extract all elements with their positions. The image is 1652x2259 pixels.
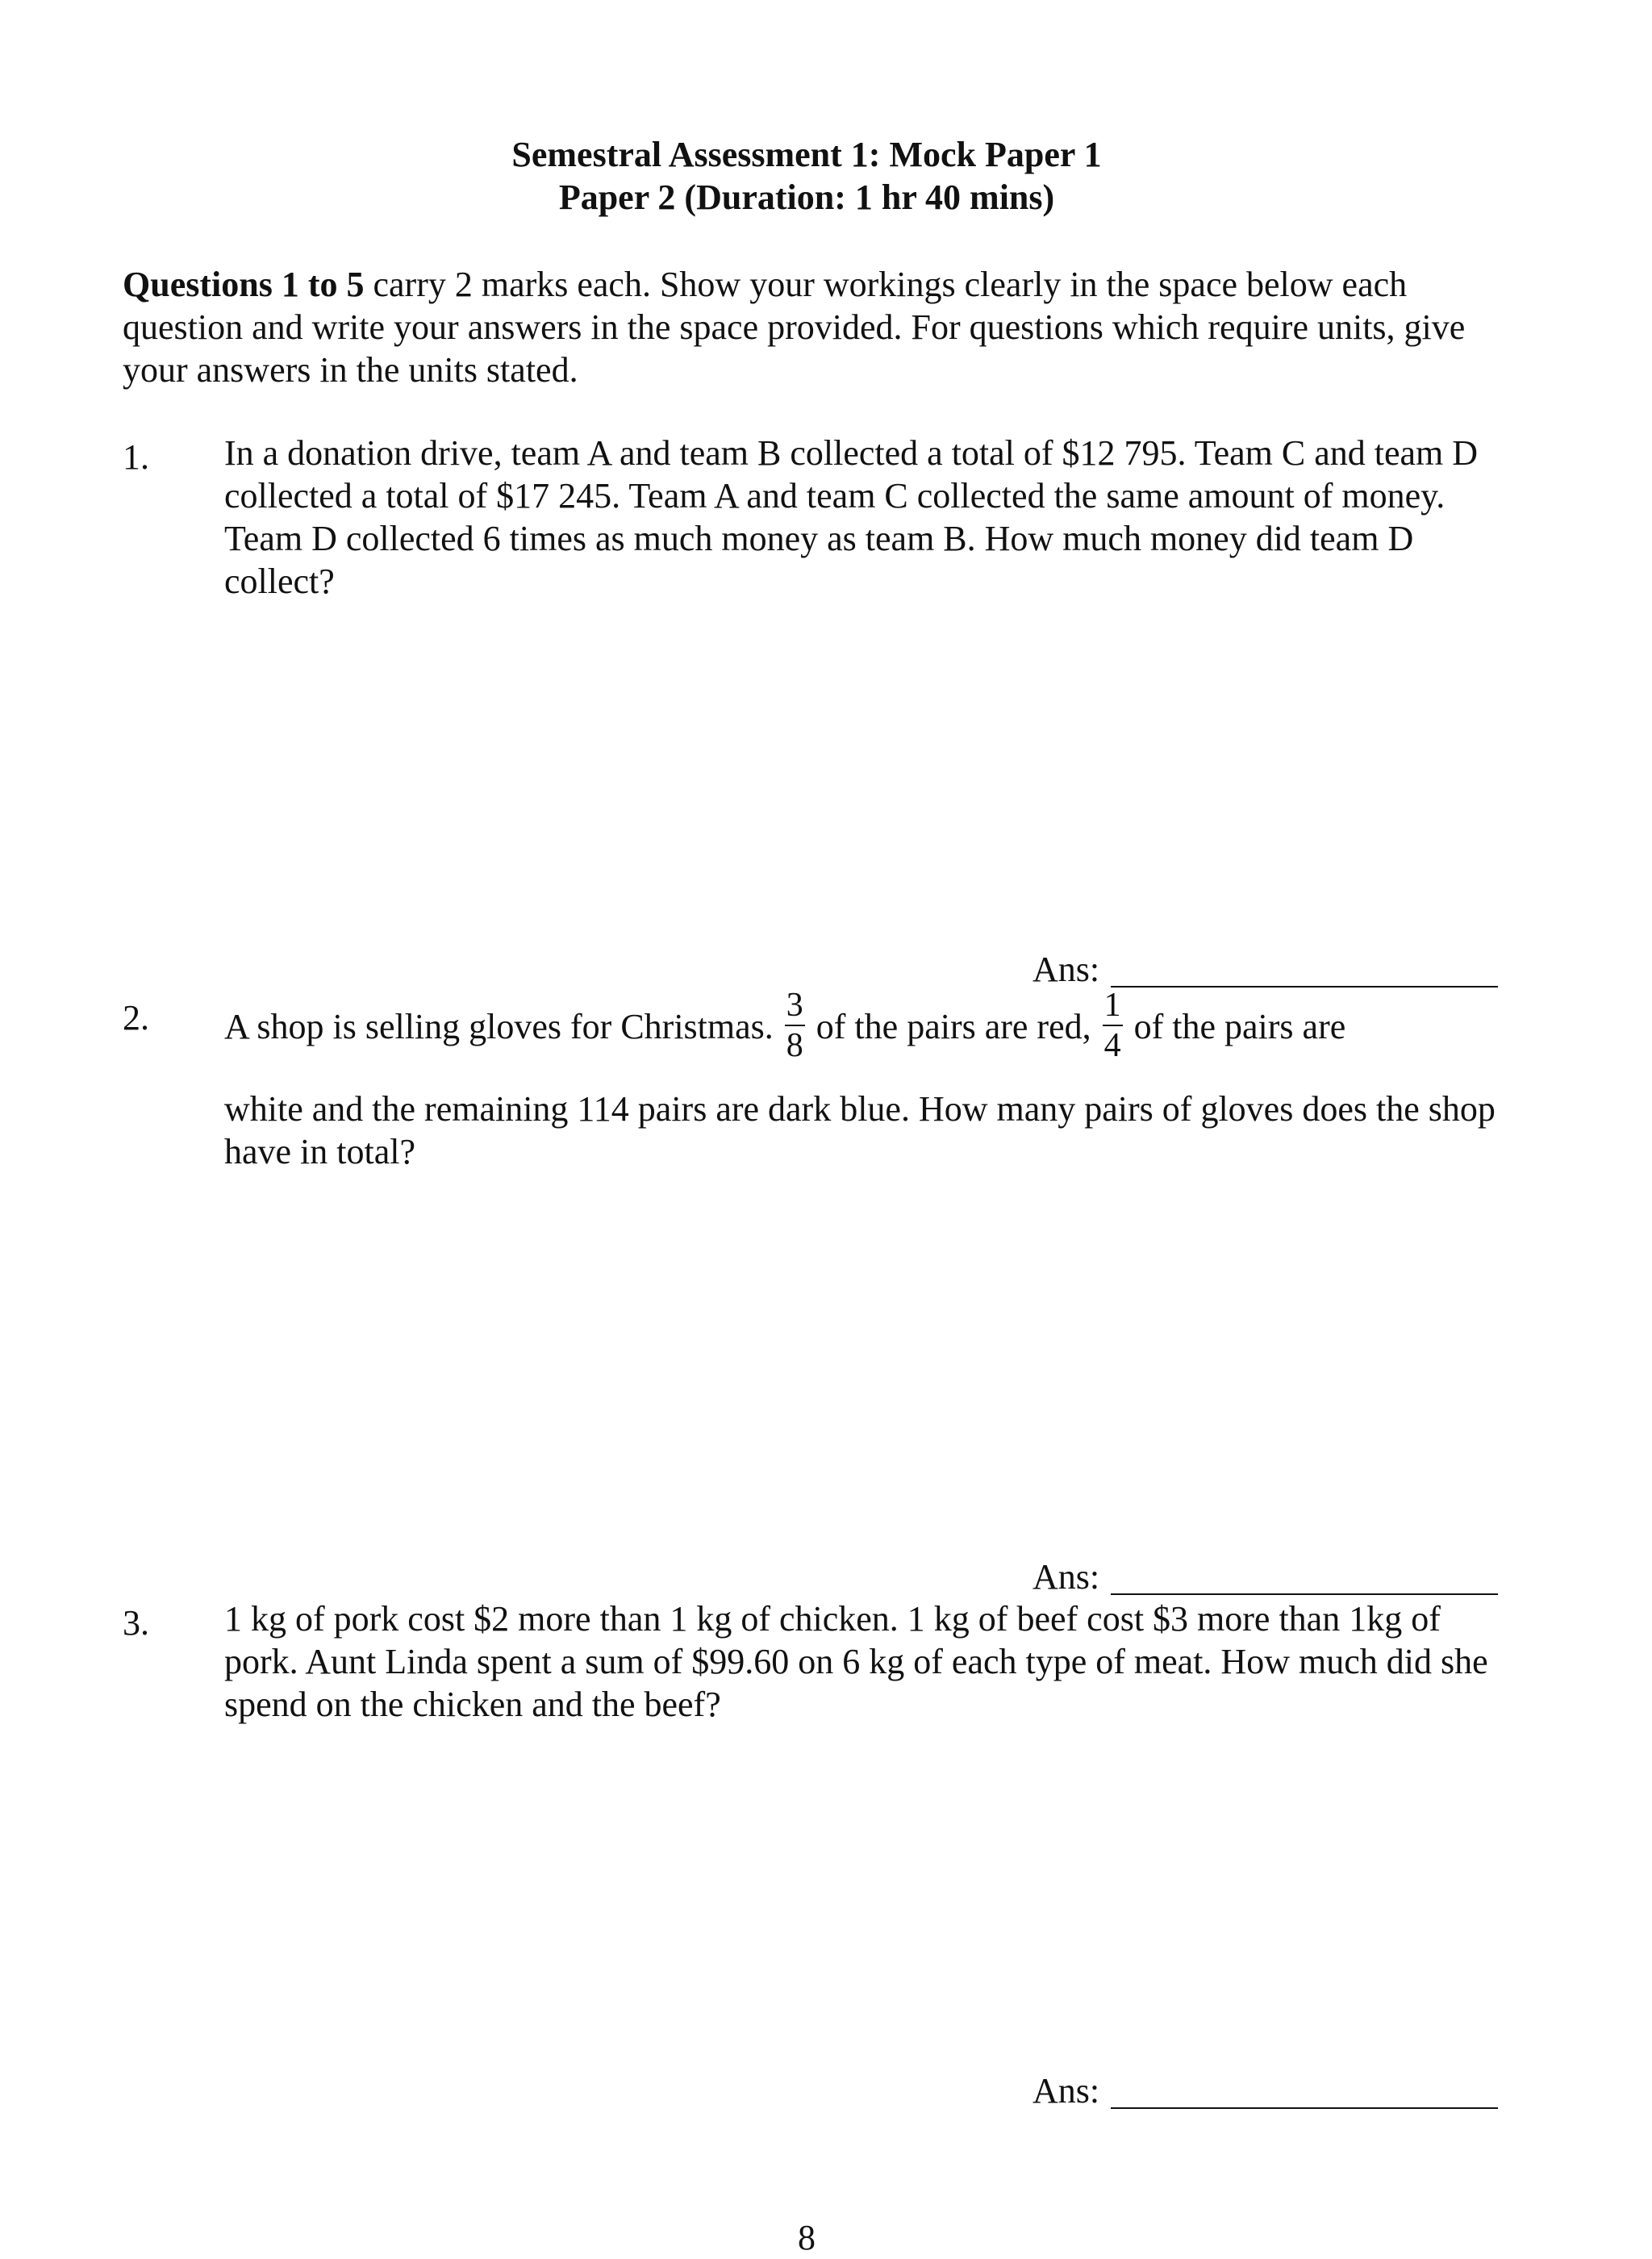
fraction-numerator: 3	[786, 987, 803, 1024]
page-title: Semestral Assessment 1: Mock Paper 1	[511, 135, 1102, 174]
question-1-text: In a donation drive, team A and team B collected a total of $12 795. Team C and team D collected a total of $17 245. Team A and team C collected the same amount of money. Team D collected 6 times as much money as team B. How much money did team D collect?	[224, 433, 1479, 601]
question-2-text: white and the remaining 114 pairs are dark blue. How many pairs of gloves does the shop have in total?	[224, 1089, 1496, 1171]
fraction-numerator: 1	[1103, 987, 1121, 1024]
answer-label: Ans:	[1032, 950, 1100, 989]
fraction-one-quarter	[1103, 988, 1123, 1063]
answer-label: Ans:	[1032, 1557, 1100, 1597]
answer-field[interactable]	[1111, 986, 1498, 988]
fraction-denominator: 8	[786, 1027, 803, 1064]
instructions-bold: Questions 1 to 5	[123, 265, 365, 304]
fraction-denominator: 4	[1103, 1027, 1121, 1064]
answer-field[interactable]	[1111, 1593, 1498, 1595]
question-2-answer	[1032, 1557, 1498, 1597]
question-1-number: 1.	[123, 437, 149, 477]
instructions-text: carry 2 marks each. Show your workings clearly in the space below each question and write your answers in the space provided. For questions which require units, give your answers in the units stated.	[123, 265, 1466, 390]
fraction-three-eighths	[785, 988, 805, 1063]
page-number: 8	[798, 2218, 816, 2257]
fraction-bar	[785, 1025, 805, 1026]
instructions	[123, 263, 1494, 391]
question-1-answer	[1032, 952, 1498, 988]
answer-label: Ans:	[1032, 2071, 1100, 2111]
question-2-text-part1: A shop is selling gloves for Christmas.	[224, 1007, 774, 1047]
answer-field[interactable]	[1111, 2107, 1498, 2109]
question-2-text-part2: of the pairs are red,	[816, 1007, 1091, 1047]
fraction-bar	[1103, 1025, 1123, 1026]
question-3-text: 1 kg of pork cost $2 more than 1 kg of chicken. 1 kg of beef cost $3 more than 1kg of pork. Aunt Linda spent a sum of $99.60 on 6 kg of each type of meat. How much did she spend on the chicken and the beef?	[224, 1599, 1488, 1724]
question-2-text-part3: of the pairs are	[1133, 1007, 1346, 1047]
question-2-number: 2.	[123, 998, 149, 1038]
question-2-first-line	[224, 987, 1346, 1068]
question-3-number: 3.	[123, 1603, 149, 1643]
question-3-answer	[1032, 2073, 1498, 2109]
page-subtitle: Paper 2 (Duration: 1 hr 40 mins)	[558, 177, 1055, 217]
